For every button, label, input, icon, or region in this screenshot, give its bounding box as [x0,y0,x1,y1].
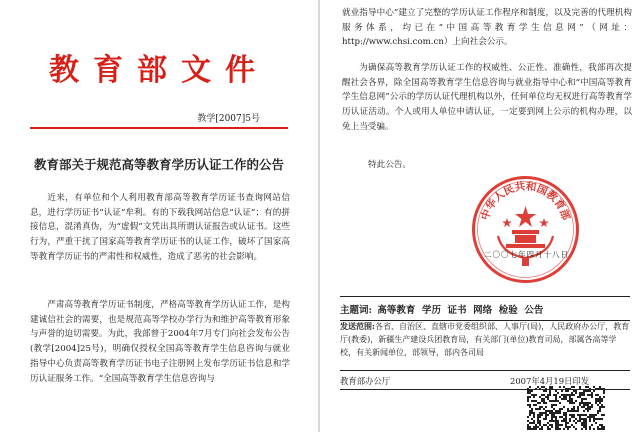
issue-date: 2007年4月19日印发 [510,376,590,386]
barcode-icon [527,386,605,430]
body-paragraph: 就业指导中心”建立了完整的学历认证工作程序和制度，以及完善的代理机构服务体系，均已在“中国高等教育学生信息网”（网址：http://www.chsi.com.cn）上向社会公示。 [342,8,632,48]
right-page [320,0,642,432]
issuer: 教育部办公厅 [340,376,391,386]
body-paragraph: 严肃高等教育学历证书制度，严格高等教育学历认证工作，是构建诚信社会的需要，也是规范高等学校办学行为和维护高等教育形象与声誉的迫切需要。为此，我部曾于2004年7月专门向社会发布公告(教学[2004]25号)，明确仅授权全国高等教育学生信息咨询与就业指导中心负责高等教育学历证书电子注册网上发布学历证书信息和学历认证服务工作。“全国高等教育学生信息咨询与 [30,300,290,384]
topic-label: 主题词: [340,305,373,316]
distribution-list: 各省、自治区、直辖市党委组织部、人事厅(局)，人民政府办公厅，教育厅(教委)，新疆生产建设兵团教育局，有关部门(单位)教育司局，部属各高等学校，有关新闻单位，部领导，部内各司局 [340,322,630,357]
footer-divider [340,370,630,371]
distribution-label: 发送范围: [340,321,375,331]
topic-words: 高等教育 学历 证书 网络 检验 公告 [377,305,544,316]
document-header: 教育部文件 [49,53,269,88]
official-seal-icon [468,172,583,287]
distribution-block [340,320,630,359]
svg-text:中华人民共和国教育部: 中华人民共和国教育部 [479,180,572,222]
notice-title: 教育部关于规范高等教育学历认证工作的公告 [33,157,284,172]
body-paragraph: 为确保高等教育学历认证工作的权威性、公正性、准确性，我部再次提醒社会各界，除全国高等教育学生信息咨询与就业指导中心和“中国高等教育学生信息网”公示的学历认证代理机构以外，任何单位均无权进行高等教育学历认证活动。个人或用人单位申请认证，一定要到网上公示的机构办理，以免上当受骗。 [342,63,632,132]
left-page [0,0,318,432]
signing-date: 二〇〇七年四月十八日 [484,250,569,259]
body-paragraph: 近来，有单位和个人利用教育部高等教育学历证书查询网站信息，进行学历证书“认证”牟利。有的下载我网站信息“认证”；有的拼接信息，混淆真伪，为“虚假”文凭出具所谓认证报告或认证书。这些行为，严重干扰了国家高等教育学历证书的认证工作，破坏了国家高等教育学历证书的严肃性和权威性，造成了恶劣的社会影响。 [30,193,290,262]
red-divider [30,127,288,129]
topic-words-row [340,296,630,321]
document-number: 教学[2007]5号 [197,114,260,124]
closing-text: 特此公告。 [368,160,411,170]
